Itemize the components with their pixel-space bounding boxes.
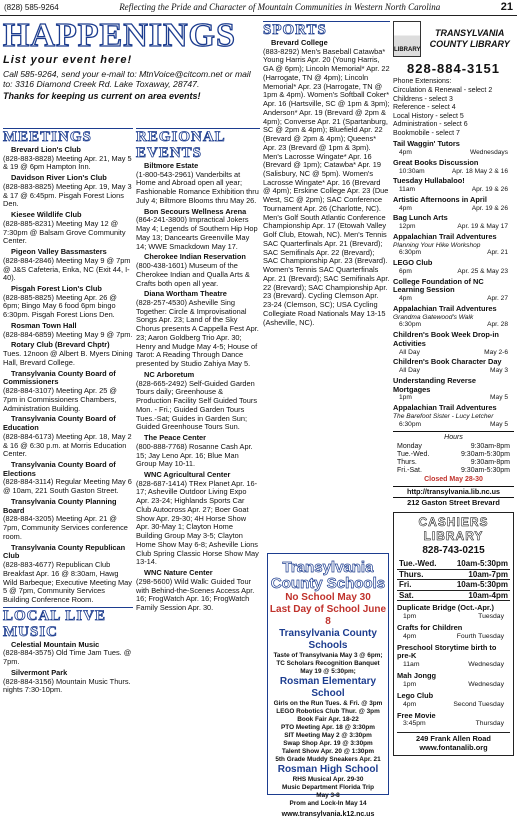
event-name: Bon Secours Wellness Arena [144, 206, 247, 216]
event-name: WNC Nature Center [144, 568, 213, 578]
event-day: Fourth Tuesday [456, 632, 504, 640]
event-name: Biltmore Estate [144, 161, 199, 170]
event-entry [263, 39, 390, 327]
hours-day: Sat. [399, 590, 414, 600]
event-time: 4pm [403, 700, 417, 708]
event-entry [136, 471, 260, 567]
hours-time: 10am-5:30pm [456, 559, 508, 569]
event-name: Pisgah Forest Lion's Club [11, 284, 102, 294]
library-event-time [393, 186, 514, 194]
cashiers-hours-row [397, 580, 510, 590]
event-entry [3, 174, 133, 209]
cashiers-event-time [397, 613, 510, 621]
library-event-time [393, 149, 514, 157]
event-details: (800-888-7768) Rosanne Cash Apr. 15; Jay Leno Apr. 16; Blue Man Group May 10-11. [136, 441, 253, 469]
event-time: All Day [399, 367, 420, 375]
event-time: 4pm [399, 204, 412, 212]
event-details: (864-241-3800) Impractical Jokers May 4; Legends of Southern Hip Hop May 13; Dancearts Greenville May 14; WWE Smackdown May 17. [136, 215, 258, 251]
event-day: Wednesday [468, 661, 504, 669]
event-day: Wednesdays [470, 149, 508, 157]
event-name: NC Arboretum [144, 369, 195, 379]
event-time: 11am [403, 661, 420, 669]
schools-url[interactable]: www.transylvania.k12.nc.us [281, 811, 375, 818]
event-entry [3, 211, 133, 246]
schools-line: Prom and Lock-In May 14 [289, 800, 367, 807]
extension-item: Childrens - select 3 [393, 95, 453, 103]
event-entry [3, 544, 133, 605]
library-event-name: Children's Book Character Day [393, 357, 502, 367]
event-name: WNC Agricultural Center [144, 469, 231, 479]
library-event-time [393, 321, 514, 329]
cashiers-event-name: Duplicate Bridge (Oct.-Apr.) [397, 603, 494, 613]
hours-time: 9:30am-8pm [470, 442, 510, 450]
event-time: 1pm [403, 612, 417, 620]
event-day: Apr. 27 [487, 295, 508, 303]
event-details: (828-884-3575) Old Time Jam Tues. @ 7pm. [3, 648, 132, 667]
schools-line: May 19 @ 5:30pm; [300, 668, 356, 675]
event-time: 6pm [399, 267, 412, 275]
event-entry [136, 569, 260, 613]
event-details: (828-884-6859) Meeting May 9 @ 7pm. [3, 329, 133, 339]
schools-line: Transylvania County Schools [279, 628, 377, 651]
column-regional [136, 126, 260, 797]
cashiers-hours-row [397, 559, 510, 569]
event-entry [3, 248, 133, 283]
cashiers-event-time [397, 701, 510, 709]
library-event-time [393, 367, 514, 375]
hours-day: Fri. [399, 580, 412, 590]
hours-title: Hours [444, 434, 463, 442]
event-details: (828-885-8231) Meeting May 12 @ 7:30pm @ Balsam Grove Community Center. [3, 218, 126, 246]
event-time: 11am [399, 186, 416, 194]
event-details: (828-884-3156) Mountain Music Thurs. nights 7:30-10pm. [3, 676, 131, 695]
library-event-time [393, 349, 514, 357]
schools-line: RHS Musical Apr. 29-30 [292, 776, 364, 783]
library-extensions [393, 78, 514, 138]
event-time: 12pm [399, 223, 416, 231]
event-entry [3, 669, 133, 695]
schools-line: TC Scholars Recognition Banquet [276, 660, 380, 667]
hours-day: Monday [397, 442, 422, 450]
library-event-name: Tail Waggin' Tutors [393, 139, 460, 149]
library-event-name: Artistic Afternoons in April [393, 194, 487, 204]
event-name: Silvermont Park [11, 667, 68, 677]
event-details: (883-8292) Men's Baseball Catawba* Young Harris Apr. 20 (Young Harris, GA @ 6pm); Lincoln Memorial* Apr. 22 (Harrogate, TN @ 4pm); Lincoln Memorial* Apr. 23 (Harrogate, TN @ 1pm & 4pm). Women's Softball Coker* Apr. 16 (Hartsville, SC @ 1pm & 3pm); Anderson* Apr. 19 (Brevard @ 2pm & 4pm); Converse Apr. 21 (Spartanburg, SC @ 2pm & 4pm); Bluefield Apr. 22 (Brevard @ 2pm & 4pm); Queens* Apr. 23 (Brevard @ 1pm & 3pm). Men's Lacrosse Wingate* Apr. 16 (Brevard @ 1pm); Catawba* Apr. 19 (Salisbury, NC @ 5pm). Women's Lacrosse Wingate* Apr. 16 (Brevard @ 4pm); Erskine College Apr. 23 (Due West, SC @ 2pm); SAC Conference Tournament Apr. 26 (Charlotte, NC). Men's Golf South Atlantic Conference Championship Apr. 17 (Etowah Valley Golf Club, Etowah, NC). Men's Tennis SAC Quarterfinals Apr. 21 (Brevard); SAC Semifinals Apr. 22 (Brevard); SAC Championship Apr. 23 (Brevard). Women's Tennis SAC Quarterfinals Apr. 21 (Brevard); SAC Semifinals Apr. 22 (Brevard); SAC Championship Apr. 23 (Brevard). Cycling Clemson Apr. 23-24 (Clemson, SC); USA Cycling Collegiate Road Nationals May 13-15 (Asheville, NC). [263, 46, 390, 327]
library-event-time [393, 295, 514, 303]
event-time: 6:30pm [399, 249, 421, 257]
event-details: Tues. 12noon @ Albert B. Myers Dining Hall, Brevard College. [3, 349, 133, 367]
schools-line: Music Department Florida Trip [282, 784, 374, 791]
event-entry [136, 162, 260, 206]
event-details: (828-884-3114) Regular Meeting May 6 @ 10am, 221 South Gaston Street. [3, 477, 132, 496]
event-entry [3, 146, 133, 172]
cashiers-phone: 828-743-0215 [422, 544, 485, 556]
schools-line: Last Day of School June 8 [269, 604, 387, 627]
event-details: (828-884-3205) Meeting Apr. 21 @ 7pm, Community Services conference room. [3, 514, 128, 541]
event-entry [136, 290, 260, 369]
hours-day: Tue.-Wed. [399, 559, 437, 569]
library-events [393, 140, 514, 428]
schools-line: PTO Meeting Apr. 18 @ 3:30pm [281, 724, 375, 731]
meetings-heading: MEETINGS [3, 128, 133, 145]
event-day: May 5 [490, 394, 508, 402]
hours-time: 10am-7pm [468, 569, 508, 579]
event-entry [136, 371, 260, 432]
cashiers-address: 249 Frank Allen Road www.fontanalib.org [397, 732, 510, 752]
event-entry [3, 641, 133, 667]
event-name: Transylvania County Board of Commissioners [3, 368, 116, 387]
event-entry [3, 341, 133, 367]
cashiers-site-link[interactable]: www.fontanalib.org [419, 743, 488, 753]
library-event-name: Appalachian Trail Adventures [393, 403, 497, 413]
event-entry [136, 253, 260, 288]
library-event-time [393, 223, 514, 231]
regional-heading: REGIONAL EVENTS [136, 128, 260, 161]
event-details: (828-257-4530) Asheville Sing Together: Circle & Improvisational Songs Apr. 23; Land of the Sky Chorus presents A Cappella Fest Apr. 23; Aaron Goldberg Trio Apr. 30; Henry and Mudge May 4-5; House of Tarot: A Reading Through Dance presented by Studio Zahiya May 5. [136, 298, 259, 369]
event-details: (828-687-1414) TRex Planet Apr. 16-17; Asheville Outdoor Living Expo Apr. 23-24; Highlands Sports Car Club Autocross Apr. 27; Boer Goat Show Apr. 29-30; 4H Horse Show Apr. 30-May 1; Clayton Home Building Group May 3-5; Clayton Home Show May 6-8; Asheville Lions Club Spring Classic Horse Show May 13-14. [136, 478, 259, 567]
library-event-name: LEGO Club [393, 258, 433, 268]
event-details: (828-884-3107) Meeting Apr. 25 @ 7pm in Commissioners Chambers, Administration Building. [3, 386, 117, 413]
music-list [3, 641, 133, 695]
event-day: Apr. 21 [487, 249, 508, 257]
event-name: Rosman Town Hall [11, 320, 77, 330]
library-event-name: Children's Book Week Drop-in Activities [393, 330, 499, 348]
event-day: Wednesday [468, 680, 504, 688]
hours-time: 9:30am-5:30pm [460, 467, 510, 475]
event-entry [3, 370, 133, 414]
cashiers-title: CASHIERS LIBRARY [418, 515, 489, 544]
library-event-time [393, 205, 514, 213]
cashiers-event-name: Crafts for Children [397, 622, 463, 632]
sports-list [263, 39, 390, 327]
column-sports [263, 19, 390, 551]
library-event-name: Bag Lunch Arts [393, 213, 448, 223]
cashiers-hours-row [397, 591, 510, 601]
schools-line: No School May 30 [285, 592, 371, 603]
hours-row [393, 459, 514, 467]
schools-title: Transylvania County Schools [270, 559, 386, 592]
event-details: (800-438-1601) Museum of the Cherokee Indian and Qualla Arts & Crafts both open all year. [136, 261, 250, 288]
header-tagline: Reflecting the Pride and Character of Mountain Communities in Western North Carolina [119, 2, 441, 13]
library-event-name: Tuesday Hullabaloo! [393, 176, 465, 186]
event-day: Tuesday [478, 612, 504, 620]
event-day: May 5 [490, 420, 508, 428]
schools-line: Rosman High School [277, 764, 379, 775]
event-time: 1pm [399, 394, 412, 402]
event-entry [3, 285, 133, 320]
event-details: (828-883-8828) Meeting Apr. 21, May 5 & 19 @ 6pm Hampton Inn. [3, 153, 132, 172]
hours-day: Thurs. [399, 569, 424, 579]
event-time: 4pm [403, 632, 417, 640]
live-music-heading: LOCAL LIVE MUSIC [3, 607, 133, 640]
event-name: Rotary Club (Brevard Chptr) [11, 340, 110, 350]
extension-item: Local History - select 5 [393, 112, 464, 120]
event-details: (828-885-8825) Meeting Apr. 26 @ 6pm; Bingo May 6 food 6pm bingo 6:30pm. Pisgah Forest Lions Den. [3, 292, 117, 320]
event-name: Brevard College [271, 38, 328, 47]
library-hours [393, 431, 514, 508]
cashiers-library-box [393, 512, 514, 756]
event-name: Cherokee Indian Reservation [144, 252, 246, 262]
schools-line: SIT Meeting May 2 @ 3:30pm [284, 732, 372, 739]
column-library [393, 19, 514, 797]
event-time: All Day [399, 348, 420, 356]
closed-notice: Closed May 28-30 [424, 475, 483, 483]
schools-line: Rosman Elementary School [279, 676, 377, 699]
event-day: Apr. 18 May 2 & 16 [451, 167, 508, 175]
hours-day: Fri.-Sat. [397, 467, 422, 475]
event-entry [3, 461, 133, 496]
column-meetings [3, 126, 133, 797]
hours-day: Tue.-Wed. [397, 450, 430, 458]
hours-time: 9:30am-8pm [470, 459, 510, 467]
schools-line: Taste of Transylvania May 3 @ 6pm; [273, 652, 383, 659]
hours-time: 9:30am-5:30pm [460, 450, 510, 458]
cashiers-hours-row [397, 570, 510, 580]
event-day: Apr. 19 & May 17 [457, 223, 508, 231]
banner-call: Call 585-9264, send your e-mail to: MtnVoice@citcom.net or mail to: 3316 Diamond Creek Rd. Lake Toxaway, 28747. [3, 68, 251, 90]
event-name: Celestial Mountain Music [11, 639, 100, 649]
event-details: (828-883-4677) Republican Club Breakfast Apr. 16 @ 8:30am, Hawg Wild Barbeque; Executive Meeting May 5 @ 7pm, Community Services Building Conference Room. [3, 560, 132, 604]
event-details: (828-884-2846) Meeting May 9 @ 7pm @ J&S Cafeteria, Enka, NC (Exit 44, I-40). [3, 255, 131, 283]
event-day: Apr. 19 & 26 [471, 186, 508, 194]
library-logo [393, 21, 514, 57]
library-phone: 828-884-3151 [407, 61, 500, 76]
event-name: Brevard Lion's Club [11, 145, 81, 154]
event-name: The Peace Center [144, 433, 207, 443]
event-name: Transylvania County Republican Club [3, 542, 126, 561]
library-event-time [393, 249, 514, 257]
hours-time: 10am-4pm [468, 590, 508, 600]
event-time: 4pm [399, 149, 412, 157]
library-site-link[interactable]: http://transylvania.lib.nc.us [393, 486, 514, 498]
schools-line: Swap Shop Apr. 19 @ 3:30pm [283, 740, 373, 747]
page-number: 21 [500, 1, 513, 14]
event-day: Apr. 28 [487, 321, 508, 329]
event-entry [3, 498, 133, 542]
library-event-name: College Foundation of NC Learning Session [393, 276, 484, 295]
header-phone: (828) 585-9264 [4, 2, 59, 12]
event-details: (298-5600) Wild Walk: Guided Tour with Behind-the-Scenes Access Apr. 16; FrogWatch Apr. 16; FrogWatch Family Session Apr. 30. [136, 576, 255, 612]
event-time: 3:45pm [403, 720, 426, 728]
library-event-name: Great Books Discussion [393, 157, 479, 167]
schools-line: LEGO Robotics Club Thur. @ 3pm [276, 708, 380, 715]
library-event-name: Understanding Reverse Mortgages [393, 375, 476, 394]
hours-row [393, 467, 514, 475]
library-event-note: The Barefoot Sister - Lucy Letcher [393, 412, 494, 420]
cashiers-event-time [397, 681, 510, 689]
event-details: (828-665-2492) Self-Guided Garden Tours daily; Greenhouse & Production Facility Self Guided Tours Mon. - Fri.; Guided Garden Tours Tues.-Sat; Guides in Garden Sun; Guided Greenhouse Tours Sun. [136, 378, 258, 432]
event-name: Transylvania County Board of Elections [3, 459, 116, 478]
event-details: (828-883-8825) Meeting Apr. 19, May 3 & 17 @ 6:45pm. Pisgah Forest Lions Den. [3, 181, 132, 209]
library-event-time [393, 168, 514, 176]
library-event-note: Planning Your Hike Workshop [393, 241, 481, 249]
event-time: 6:30pm [399, 321, 421, 329]
cashiers-event-name: Mah Jongg [397, 671, 437, 681]
event-day: Apr. 19 & 26 [471, 204, 508, 212]
banner-title: HAPPENINGS [3, 17, 236, 54]
cashiers-event-name: Lego Club [397, 690, 434, 700]
schools-line: Girls on the Run Tues. & Fri. @ 3pm [273, 700, 383, 707]
event-entry [3, 415, 133, 459]
hours-row [393, 451, 514, 459]
event-day: May 3 [490, 367, 508, 375]
regional-list [136, 162, 260, 613]
page-header [0, 0, 517, 16]
banner-subtitle: List your event here! [3, 54, 133, 66]
event-details: (1-800-543-2961) Vanderbilts at Home and Abroad open all year; Fashionable Romance Exhibition thru July 4; Biltmore Blooms thru May 26. [136, 169, 259, 205]
cashiers-event-time [397, 661, 510, 669]
event-name: Davidson River Lion's Club [11, 173, 107, 183]
event-name: Kiesee Wildlife Club [11, 210, 82, 220]
meetings-list [3, 146, 133, 605]
schools-line: Talent Show Apr. 20 @ 1:30pm [281, 748, 375, 755]
library-event-note: Grandma Gatewood's Walk [393, 313, 474, 321]
event-day: Apr. 25 & May 23 [457, 267, 508, 275]
sports-heading: SPORTS [263, 21, 390, 38]
extension-item: Bookmobile - select 7 [393, 129, 460, 137]
library-event-time [393, 421, 514, 429]
schools-line: May 3-8 [316, 792, 340, 799]
schools-line: 5th Grade Muddy Sneakers Apr. 21 [275, 756, 381, 763]
extension-item: Phone Extensions: [393, 78, 452, 86]
event-details: (828-884-6173) Meeting Apr. 18, May 2 & 16 @ 6:30 p.m. at Morris Education Center. [3, 431, 132, 459]
library-event-name: Appalachian Trail Adventures [393, 303, 497, 313]
event-time: 1pm [403, 680, 417, 688]
event-entry [3, 322, 133, 339]
event-name: Transylvania County Board of Education [3, 414, 116, 433]
hours-time: 10am-5:30pm [456, 580, 508, 590]
cashiers-event-time [397, 720, 510, 728]
extension-item: Circulation & Renewal - select 2 [393, 86, 493, 94]
hours-day: Thurs. [397, 459, 417, 467]
library-name: TRANSYLVANIA COUNTY LIBRARY [429, 28, 510, 49]
banner-thanks: Thanks for keeping us current on area events! [3, 90, 201, 101]
event-entry [136, 208, 260, 252]
event-name: Pigeon Valley Bassmasters [11, 247, 107, 257]
schools-line: Book Fair Apr. 18-22 [297, 716, 359, 723]
cashiers-event-time [397, 633, 510, 641]
library-building-icon: LIBRARY [393, 21, 421, 57]
happenings-banner [3, 19, 260, 125]
event-time: 10:30am [399, 167, 425, 175]
event-day: May 2-6 [484, 348, 508, 356]
library-event-time [393, 268, 514, 276]
event-time: 6:30pm [399, 420, 421, 428]
library-address: 212 Gaston Street Brevard [407, 498, 500, 508]
event-time: 4pm [399, 295, 412, 303]
event-name: Diana Wortham Theatre [144, 289, 227, 299]
extension-item: Administration - select 6 [393, 121, 468, 129]
extension-item: Reference - select 4 [393, 104, 456, 112]
event-day: Thursday [475, 720, 504, 728]
cashiers-event-name: Free Movie [397, 710, 436, 720]
library-event-name: Appalachian Trail Adventures [393, 231, 497, 241]
library-event-time [393, 394, 514, 402]
schools-ad [267, 553, 389, 818]
cashiers-event-name: Preschool Storytime birth to pre-K [397, 642, 497, 661]
event-name: Transylvania County Planning Board [3, 496, 117, 515]
event-entry [136, 434, 260, 469]
event-day: Second Tuesday [453, 700, 504, 708]
hours-row [393, 443, 514, 451]
